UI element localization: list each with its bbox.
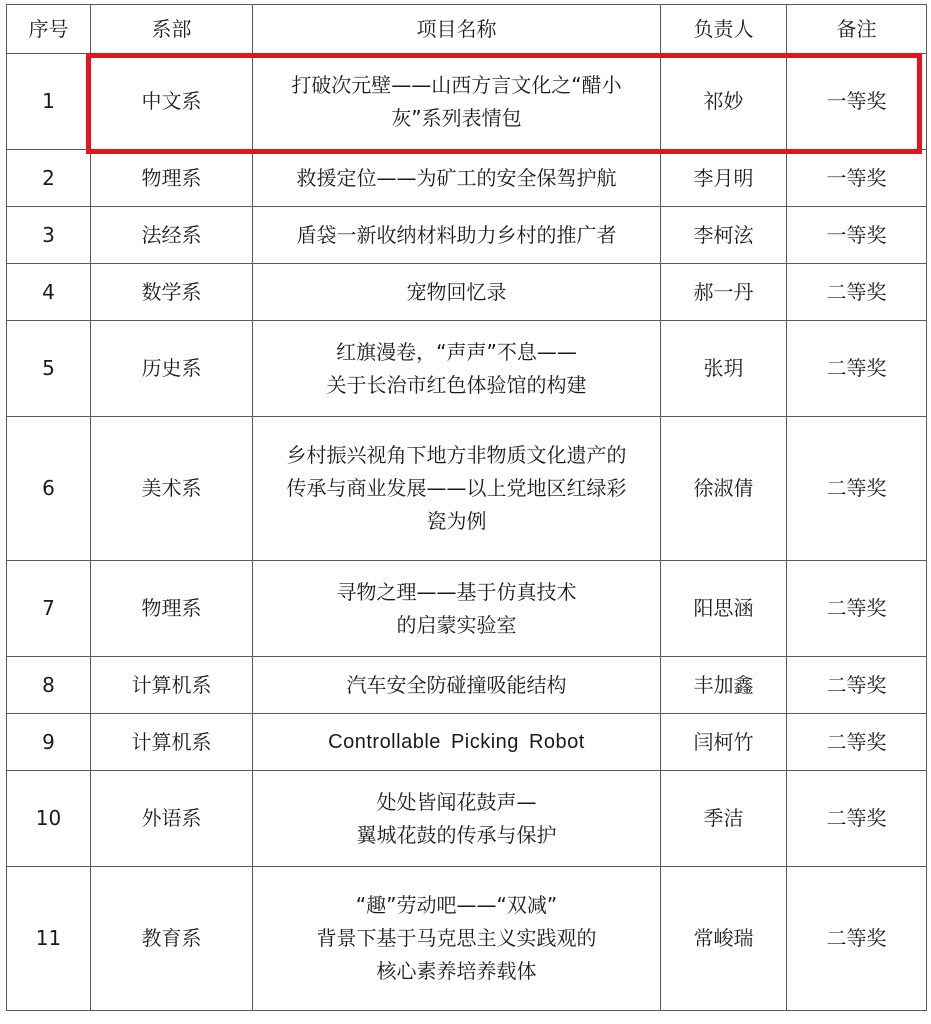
cell-project (253, 867, 661, 1011)
table-row (7, 417, 927, 561)
cell-leader: 李月明 (661, 150, 787, 207)
table-row (7, 207, 927, 264)
project-line: 翼城花鼓的传承与保护 (356, 822, 557, 847)
cell-note: 二等奖 (787, 561, 927, 657)
cell-no: 8 (7, 657, 91, 714)
table-row (7, 264, 927, 321)
project-line: 的启蒙实验室 (396, 612, 517, 637)
table-row (7, 771, 927, 867)
cell-no: 2 (7, 150, 91, 207)
cell-dept: 教育系 (91, 867, 253, 1011)
project-line: 瓷为例 (426, 509, 487, 533)
cell-leader: 李柯泫 (661, 207, 787, 264)
header-dept: 系部 (91, 5, 253, 54)
project-line: 传承与商业发展——以上党地区红绿彩 (286, 476, 627, 500)
cell-project (253, 417, 661, 561)
cell-leader: 丰加鑫 (661, 657, 787, 714)
table-row (7, 321, 927, 417)
table-row (7, 561, 927, 657)
cell-note: 一等奖 (787, 54, 927, 150)
cell-dept: 物理系 (91, 561, 253, 657)
header-project: 项目名称 (253, 5, 661, 54)
cell-dept: 法经系 (91, 207, 253, 264)
cell-leader: 季洁 (661, 771, 787, 867)
cell-note: 二等奖 (787, 771, 927, 867)
cell-dept: 中文系 (91, 54, 253, 150)
cell-note: 一等奖 (787, 150, 927, 207)
cell-leader: 常峻瑞 (661, 867, 787, 1011)
header-no: 序号 (7, 5, 91, 54)
project-line: 处处皆闻花鼓声— (376, 789, 537, 814)
cell-dept: 历史系 (91, 321, 253, 417)
cell-dept: 计算机系 (91, 714, 253, 771)
cell-project: Controllable Picking Robot (253, 714, 661, 771)
project-line: 寻物之理——基于仿真技术 (336, 579, 577, 604)
cell-dept: 计算机系 (91, 657, 253, 714)
project-line: 乡村振兴视角下地方非物质文化遗产的 (286, 443, 627, 467)
award-table (6, 4, 927, 1011)
cell-no: 6 (7, 417, 91, 561)
cell-leader: 阳思涵 (661, 561, 787, 657)
cell-project: 汽车安全防碰撞吸能结构 (253, 657, 661, 714)
table-header-row (7, 5, 927, 54)
award-table-container (6, 4, 926, 1011)
cell-project (253, 561, 661, 657)
cell-project (253, 771, 661, 867)
cell-project: 宠物回忆录 (253, 264, 661, 321)
header-leader: 负责人 (661, 5, 787, 54)
cell-project (253, 321, 661, 417)
cell-note: 二等奖 (787, 714, 927, 771)
cell-dept: 物理系 (91, 150, 253, 207)
table-row (7, 150, 927, 207)
cell-project: 盾袋一新收纳材料助力乡村的推广者 (253, 207, 661, 264)
table-row (7, 867, 927, 1011)
cell-note: 二等奖 (787, 867, 927, 1011)
cell-dept: 外语系 (91, 771, 253, 867)
cell-note: 一等奖 (787, 207, 927, 264)
cell-project: 打破次元壁——山西方言文化之“醋小灰”系列表情包 (253, 54, 661, 150)
table-row (7, 714, 927, 771)
cell-dept: 美术系 (91, 417, 253, 561)
cell-no: 11 (7, 867, 91, 1011)
cell-no: 10 (7, 771, 91, 867)
table-row (7, 54, 927, 150)
cell-no: 4 (7, 264, 91, 321)
cell-project: 救援定位——为矿工的安全保驾护航 (253, 150, 661, 207)
cell-leader: 张玥 (661, 321, 787, 417)
cell-note: 二等奖 (787, 657, 927, 714)
cell-leader: 徐淑倩 (661, 417, 787, 561)
cell-leader: 闫柯竹 (661, 714, 787, 771)
cell-leader: 祁妙 (661, 54, 787, 150)
project-line: 背景下基于马克思主义实践观的 (316, 926, 597, 950)
project-line: “趣”劳动吧——“双减” (355, 893, 558, 917)
cell-no: 5 (7, 321, 91, 417)
cell-no: 9 (7, 714, 91, 771)
cell-no: 3 (7, 207, 91, 264)
header-note: 备注 (787, 5, 927, 54)
cell-dept: 数学系 (91, 264, 253, 321)
cell-note: 二等奖 (787, 264, 927, 321)
project-line: 关于长治市红色体验馆的构建 (326, 372, 587, 397)
cell-leader: 郝一丹 (661, 264, 787, 321)
cell-no: 1 (7, 54, 91, 150)
cell-no: 7 (7, 561, 91, 657)
project-line: 核心素养培养载体 (376, 959, 537, 983)
table-row (7, 657, 927, 714)
cell-note: 二等奖 (787, 417, 927, 561)
project-line: 红旗漫卷，“声声”不息—— (336, 339, 577, 364)
cell-note: 二等奖 (787, 321, 927, 417)
